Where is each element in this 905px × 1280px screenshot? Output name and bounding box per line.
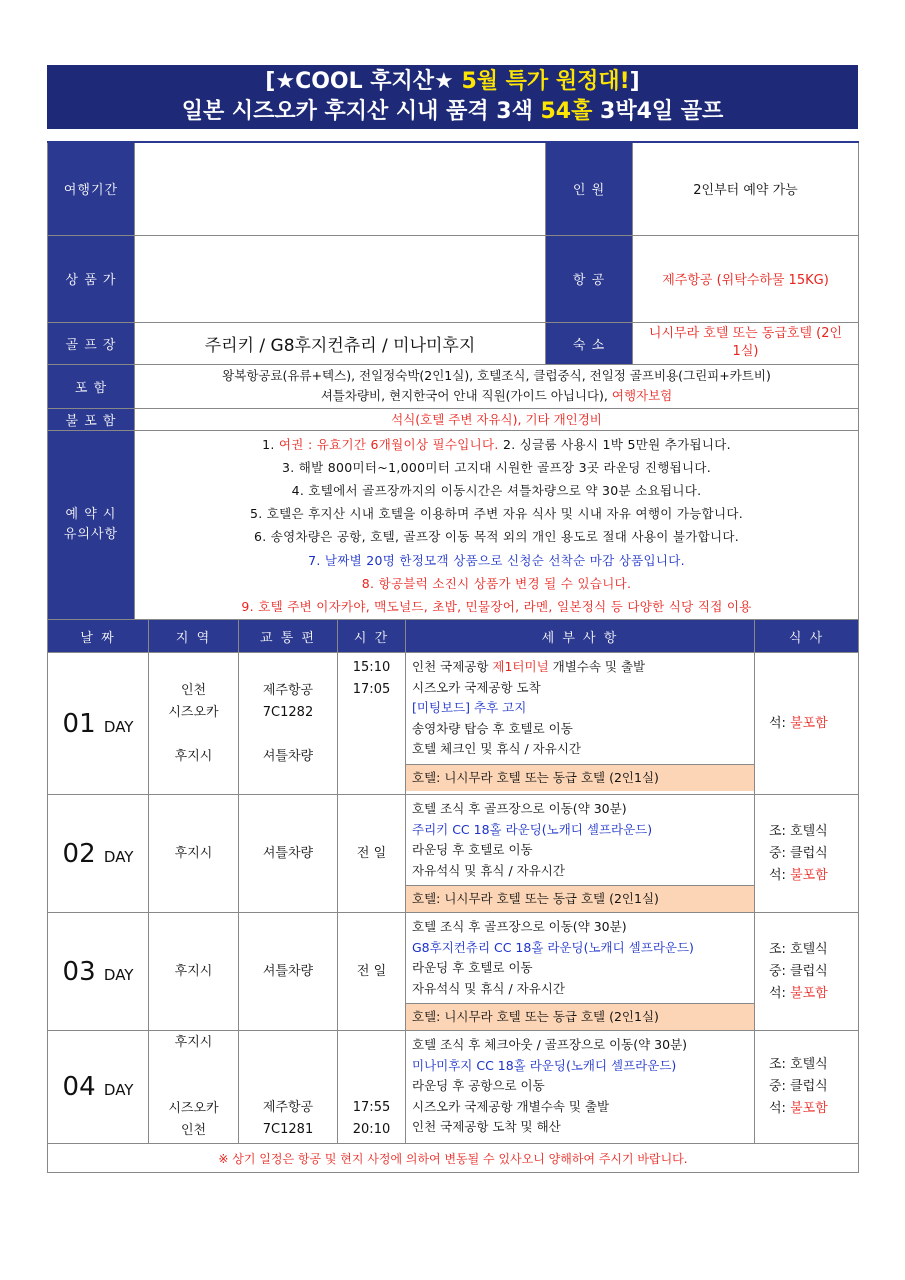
day-4-meal bbox=[755, 1031, 859, 1144]
table-row bbox=[48, 1031, 859, 1144]
meal-lunch: 중: 클럽식 bbox=[769, 963, 828, 979]
detail-line: 호텔 조식 후 체크아웃 / 골프장으로 이동(약 30분) bbox=[412, 1037, 688, 1052]
hotel-line: 호텔: 니시무라 호텔 또는 동급 호텔 (2인1실) bbox=[406, 1003, 754, 1030]
day-1-detail bbox=[406, 653, 755, 795]
meal-dinner bbox=[769, 983, 858, 1005]
exclude-label: 불 포 함 bbox=[48, 408, 135, 430]
detail-line: 시즈오카 국제공항 도착 bbox=[412, 679, 541, 695]
day-4-time bbox=[338, 1031, 406, 1144]
meal-breakfast: 조: 호텔식 bbox=[769, 1057, 828, 1072]
people-value: 2인부터 예약 가능 bbox=[633, 142, 859, 235]
day-3-time: 전 일 bbox=[338, 913, 406, 1031]
departure-time: 15:10 bbox=[352, 660, 391, 675]
notice-3: 3. 해발 800미터~1,000미터 고지대 시원한 골프장 3곳 라운딩 진행됩니다. bbox=[281, 459, 712, 475]
title-banner bbox=[47, 65, 858, 129]
notice-8: 8. 항공블럭 소진시 상품가 변경 될 수 있습니다. bbox=[361, 575, 632, 591]
arrival-time: 17:05 bbox=[352, 682, 391, 697]
include-line-1: 왕복항공료(유류+텍스), 전일정숙박(2인1실), 호텔조식, 클럽중식, 전일정 골프비용(그린피+카트비) bbox=[222, 368, 771, 383]
banner-line-2 bbox=[47, 97, 858, 127]
day-3-meal bbox=[755, 913, 859, 1031]
region-3: 인천 bbox=[180, 1123, 207, 1138]
flight-number: 7C1282 bbox=[262, 704, 314, 720]
accommodation-value: 니시무라 호텔 또는 동급호텔 (2인1실) bbox=[633, 322, 859, 364]
detail-line: 자유석식 및 휴식 / 자유시간 bbox=[412, 862, 565, 878]
day-4-detail bbox=[406, 1031, 755, 1144]
meal-dinner bbox=[769, 865, 858, 887]
notice-1-num: 1. bbox=[262, 436, 279, 452]
table-row bbox=[48, 795, 859, 913]
notice-7: 7. 날짜별 20명 한정모객 상품으로 신청순 선착순 마감 상품입니다. bbox=[308, 552, 685, 568]
notice-label-line-2: 유의사항 bbox=[63, 527, 119, 543]
notice-1-2 bbox=[139, 433, 854, 456]
day-suffix: DAY bbox=[103, 847, 134, 866]
detail-text: 개별수속 및 출발 bbox=[548, 659, 646, 674]
meal-dinner-label: 석: bbox=[769, 867, 791, 883]
day-2-transport: 셔틀차량 bbox=[239, 795, 338, 913]
accommodation-label: 숙 소 bbox=[546, 322, 633, 364]
detail-line: 라운딩 후 호텔로 이동 bbox=[412, 960, 533, 975]
day-suffix: DAY bbox=[103, 965, 134, 984]
include-insurance: 여행자보험 bbox=[611, 388, 673, 403]
region-2: 시즈오카 bbox=[168, 704, 219, 720]
hotel-line: 호텔: 니시무라 호텔 또는 동급 호텔 (2인1실) bbox=[406, 885, 754, 912]
notice-6: 6. 송영차량은 공항, 호텔, 골프장 이동 목적 외의 개인 용도로 절대 사용이 불가합니다. bbox=[253, 529, 739, 545]
day-4-transport bbox=[239, 1031, 338, 1144]
day-1-transport bbox=[239, 653, 338, 795]
transport-1: 제주항공 bbox=[262, 1100, 314, 1115]
include-line-2 bbox=[135, 386, 858, 406]
day-4-label bbox=[48, 1031, 149, 1144]
meal-not-included: 불포함 bbox=[790, 715, 828, 731]
header-transport: 교 통 편 bbox=[239, 620, 338, 653]
detail-line: 자유석식 및 휴식 / 자유시간 bbox=[412, 980, 565, 996]
table-row bbox=[48, 653, 859, 795]
notice-single-room: 2. 싱글룸 사용시 1박 5만원 추가됩니다. bbox=[498, 436, 731, 452]
day-2-label bbox=[48, 795, 149, 913]
hotel-line: 호텔: 니시무라 호텔 또는 동급 호텔 (2인1실) bbox=[406, 764, 754, 791]
meal-lunch: 중: 클럽식 bbox=[769, 1079, 828, 1094]
notice-5: 5. 호텔은 후지산 시내 호텔을 이용하며 주변 자유 식사 및 시내 자유 여행이 가능합니다. bbox=[249, 506, 744, 522]
header-date: 날 짜 bbox=[48, 620, 149, 653]
day-3-transport: 셔틀차량 bbox=[239, 913, 338, 1031]
golf-round-line: 미나미후지 CC 18홀 라운딩(노캐디 셀프라운드) bbox=[412, 1057, 677, 1073]
arrival-time: 20:10 bbox=[352, 1122, 391, 1137]
region-1: 인천 bbox=[180, 682, 207, 698]
banner-duration: 3박4일 골프 bbox=[592, 99, 724, 124]
meal-breakfast: 조: 호텔식 bbox=[769, 941, 828, 957]
banner-bracket: ] bbox=[629, 69, 640, 94]
meeting-board-line: [미팅보드] 추후 고지 bbox=[412, 700, 527, 715]
meal-not-included: 불포함 bbox=[790, 1101, 828, 1116]
banner-holes: 54홀 bbox=[540, 99, 593, 124]
meal-not-included: 불포함 bbox=[790, 867, 828, 883]
meal-dinner-label: 석: bbox=[769, 1101, 791, 1116]
itinerary-table bbox=[47, 619, 859, 1173]
detail-line: 호텔 체크인 및 휴식 / 자유시간 bbox=[412, 741, 581, 756]
notice-passport: 여권 : 유효기간 6개월이상 필수입니다. bbox=[278, 436, 499, 452]
golf-course-label: 골 프 장 bbox=[48, 322, 135, 364]
notice-9: 9. 호텔 주변 이자카야, 맥도널드, 초밥, 민물장어, 라멘, 일본정식 등 다양한 식당 직접 이용 bbox=[241, 598, 752, 614]
day-1-time bbox=[338, 653, 406, 795]
header-time: 시 간 bbox=[338, 620, 406, 653]
meal-dinner bbox=[769, 1098, 858, 1120]
detail-line: 송영차량 탑승 후 호텔로 이동 bbox=[412, 720, 573, 736]
transport-shuttle: 셔틀차량 bbox=[262, 748, 314, 764]
day-2-meal bbox=[755, 795, 859, 913]
day-number: 02 bbox=[62, 838, 96, 869]
include-label: 포 함 bbox=[48, 364, 135, 408]
region-3: 후지시 bbox=[174, 748, 213, 764]
golf-round-line: G8후지컨츄리 CC 18홀 라운딩(노캐디 셀프라운드) bbox=[412, 939, 694, 955]
day-1-label bbox=[48, 653, 149, 795]
notice-label bbox=[48, 430, 135, 621]
detail-line bbox=[412, 657, 748, 678]
region-1: 후지시 bbox=[174, 1035, 213, 1050]
day-1-region bbox=[149, 653, 239, 795]
golf-course-value: 주리키 / G8후지컨츄리 / 미나미후지 bbox=[135, 322, 546, 364]
region-2: 시즈오카 bbox=[168, 1101, 219, 1116]
detail-line: 인천 국제공항 도착 및 해산 bbox=[412, 1119, 561, 1134]
product-info-table bbox=[47, 141, 859, 621]
day-4-region bbox=[149, 1031, 239, 1144]
include-line-2-text: 셔틀차량비, 현지한국어 안내 직원(가이드 아닙니다), bbox=[320, 388, 612, 403]
departure-time: 17:55 bbox=[352, 1100, 391, 1115]
meal-lunch: 중: 클럽식 bbox=[769, 845, 828, 861]
header-meal: 식 사 bbox=[755, 620, 859, 653]
period-value bbox=[135, 142, 546, 235]
airline-label: 항 공 bbox=[546, 235, 633, 322]
table-row bbox=[48, 913, 859, 1031]
price-label: 상 품 가 bbox=[48, 235, 135, 322]
day-number: 01 bbox=[62, 708, 96, 739]
exclude-value: 석식(호텔 주변 자유식), 기타 개인경비 bbox=[135, 408, 859, 430]
banner-promo: 5월 특가 원정대! bbox=[461, 69, 630, 94]
flight-number: 7C1281 bbox=[262, 1122, 314, 1137]
header-detail: 세 부 사 항 bbox=[406, 620, 755, 653]
footer-note: ※ 상기 일정은 항공 및 현지 사정에 의하여 변동될 수 있사오니 양해하여 주시기 바랍니다. bbox=[48, 1144, 859, 1173]
airline-value: 제주항공 (위탁수하물 15KG) bbox=[633, 235, 859, 322]
detail-line: 호텔 조식 후 골프장으로 이동(약 30분) bbox=[412, 919, 627, 934]
banner-title: 일본 시즈오카 후지산 시내 품격 3색 bbox=[181, 99, 541, 124]
banner-tag: [★COOL 후지산★ bbox=[265, 69, 462, 94]
meal-dinner: 석: bbox=[769, 715, 791, 731]
transport-1: 제주항공 bbox=[262, 682, 314, 698]
day-3-label bbox=[48, 913, 149, 1031]
notice-label-line-1: 예 약 시 bbox=[65, 507, 117, 523]
detail-line: 시즈오카 국제공항 개별수속 및 출발 bbox=[412, 1098, 610, 1114]
day-2-detail bbox=[406, 795, 755, 913]
detail-line: 호텔 조식 후 골프장으로 이동(약 30분) bbox=[412, 801, 627, 816]
day-suffix: DAY bbox=[103, 717, 134, 736]
detail-line: 라운딩 후 호텔로 이동 bbox=[412, 842, 533, 857]
day-1-meal bbox=[755, 653, 859, 795]
day-3-detail bbox=[406, 913, 755, 1031]
day-number: 04 bbox=[62, 1072, 96, 1102]
include-value bbox=[135, 364, 859, 408]
golf-round-line: 주리키 CC 18홀 라운딩(노캐디 셀프라운드) bbox=[412, 821, 653, 837]
day-2-region: 후지시 bbox=[149, 795, 239, 913]
meal-dinner-label: 석: bbox=[769, 985, 791, 1001]
detail-line: 라운딩 후 공항으로 이동 bbox=[412, 1078, 545, 1093]
people-label: 인 원 bbox=[546, 142, 633, 235]
day-number: 03 bbox=[62, 956, 96, 987]
price-value bbox=[135, 235, 546, 322]
day-2-time: 전 일 bbox=[338, 795, 406, 913]
notice-list bbox=[135, 430, 859, 621]
notice-4: 4. 호텔에서 골프장까지의 이동시간은 셔틀차량으로 약 30분 소요됩니다. bbox=[291, 482, 702, 498]
header-region: 지 역 bbox=[149, 620, 239, 653]
meal-breakfast: 조: 호텔식 bbox=[769, 823, 828, 839]
period-label: 여행기간 bbox=[48, 142, 135, 235]
day-suffix: DAY bbox=[103, 1081, 134, 1099]
banner-line-1 bbox=[47, 65, 858, 97]
terminal-highlight: 제1터미널 bbox=[492, 659, 549, 674]
detail-text: 인천 국제공항 bbox=[412, 659, 493, 674]
day-3-region: 후지시 bbox=[149, 913, 239, 1031]
meal-not-included: 불포함 bbox=[790, 985, 828, 1001]
